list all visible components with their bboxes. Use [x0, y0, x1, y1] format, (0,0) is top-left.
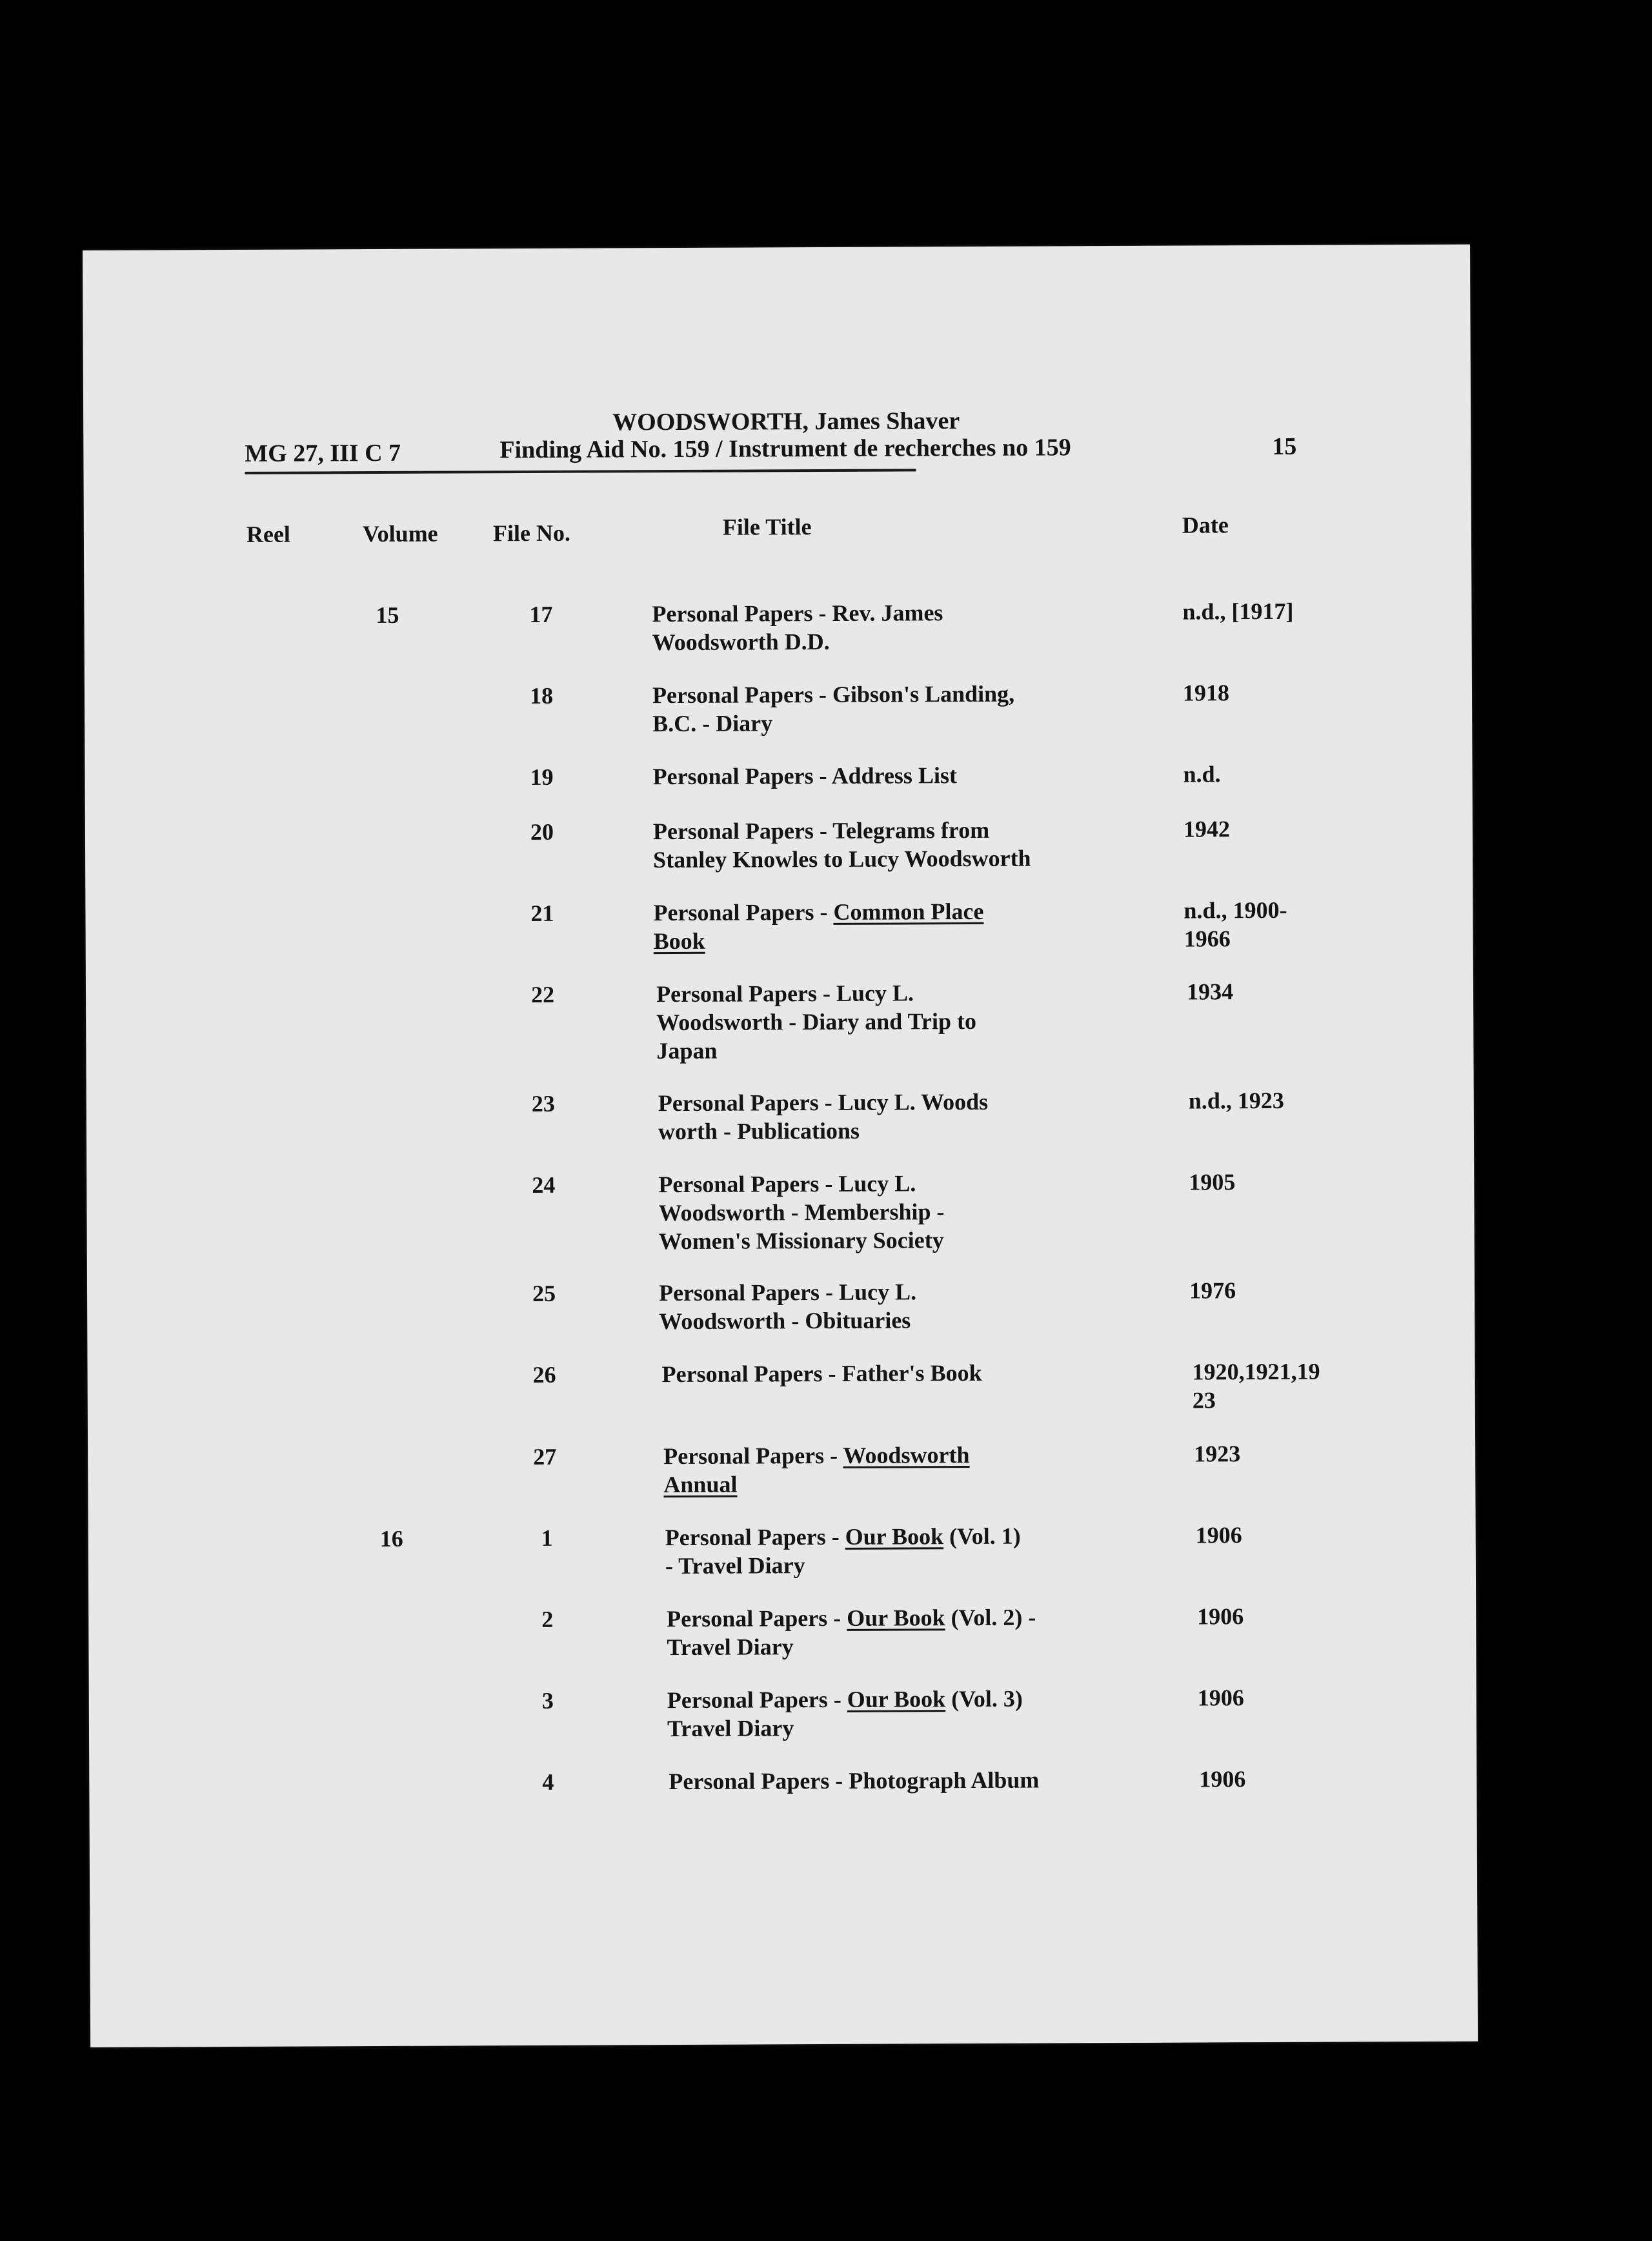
entry-title-text: Personal Papers -: [663, 1442, 843, 1470]
entry-title-text: Personal Papers - Lucy L. Woodsworth - Obituaries: [658, 1279, 917, 1335]
file-entry: [85, 759, 1472, 790]
finding-aid-title: Finding Aid No. 159 / Instrument de recherches no 159: [499, 434, 1071, 464]
entry-title-suffix: (Vol. 3) Travel Diary: [667, 1685, 1023, 1742]
column-header-date: Date: [1182, 512, 1229, 538]
file-entry: [85, 895, 1473, 955]
entry-title-text: Personal Papers - Address List: [652, 762, 957, 790]
file-entry: [85, 814, 1473, 873]
column-header-file-no: File No.: [492, 520, 570, 547]
entry-date: n.d., [1917]: [1182, 598, 1294, 625]
file-entry: [85, 678, 1472, 737]
entry-file-no: 26: [532, 1361, 556, 1388]
entry-file-no: 1: [541, 1525, 553, 1551]
page-number: 15: [1272, 432, 1297, 460]
entry-title-text: Personal Papers - Lucy L. Woodsworth - Diary and Trip to Japan: [656, 980, 977, 1064]
entry-title-text: Personal Papers - Rev. James Woodsworth D.D.: [652, 600, 943, 656]
file-entry: [89, 1764, 1476, 1795]
file-entry: [88, 1439, 1475, 1498]
entry-file-title: [662, 1358, 1075, 1388]
entry-title-text: Personal Papers - Father's Book: [661, 1359, 982, 1388]
file-entry: [86, 1167, 1474, 1255]
entry-title-text: Personal Papers -: [665, 1523, 845, 1551]
entry-file-no: 21: [530, 900, 554, 926]
file-entry: [88, 1357, 1475, 1414]
entry-file-title: [653, 815, 1066, 874]
entry-file-no: 24: [532, 1171, 556, 1198]
entry-date: 1923: [1194, 1441, 1241, 1467]
column-header-volume: Volume: [362, 520, 438, 547]
entry-volume: 15: [376, 602, 399, 629]
column-header-file-title: File Title: [722, 514, 812, 540]
entry-date: 1906: [1197, 1685, 1244, 1711]
file-entry: [86, 977, 1473, 1064]
entry-date: 1905: [1189, 1169, 1236, 1195]
file-entry: [87, 1275, 1475, 1335]
entry-date: 1942: [1183, 816, 1231, 842]
entry-title-text: Personal Papers - Photograph Album: [669, 1767, 1040, 1795]
entry-title-suffix: (Vol. 2) - Travel Diary: [667, 1604, 1036, 1661]
file-entry: [86, 1086, 1474, 1145]
entry-file-no: 23: [531, 1090, 555, 1117]
entry-file-title: [658, 1168, 1072, 1255]
entry-date: 1906: [1195, 1522, 1242, 1548]
entry-title-text: Personal Papers - Lucy L. Woodsworth - Membership - Women's Missionary Society: [658, 1170, 945, 1255]
entry-title-text: Personal Papers - Telegrams from Stanley Knowles to Lucy Woodsworth: [652, 816, 1031, 873]
entry-title-text: Personal Papers -: [653, 898, 834, 926]
entry-file-no: 3: [541, 1687, 554, 1714]
entry-file-no: 2: [541, 1606, 554, 1632]
entry-file-no: 18: [529, 682, 554, 709]
file-entry: [84, 596, 1471, 656]
entry-date: n.d., 1923: [1188, 1087, 1284, 1114]
file-entry: [89, 1683, 1476, 1742]
entry-file-title: [652, 598, 1065, 656]
entry-file-title: [658, 1087, 1071, 1146]
entry-date: 1906: [1197, 1603, 1244, 1630]
entry-file-title: [667, 1684, 1080, 1743]
entry-file-title: [663, 1440, 1076, 1499]
entry-file-title: [667, 1603, 1080, 1661]
entry-title-underlined: Our Book: [845, 1523, 944, 1550]
entry-file-no: 20: [530, 818, 554, 845]
header-rule: [245, 469, 916, 474]
entry-volume: 16: [379, 1525, 403, 1552]
entry-file-title: [652, 760, 1065, 791]
entry-date: 1906: [1199, 1766, 1246, 1792]
column-header-reel: Reel: [246, 521, 290, 547]
entry-file-no: 4: [542, 1769, 554, 1795]
entry-title-underlined: Common Place Book: [653, 898, 984, 955]
entry-date: n.d.: [1183, 761, 1221, 787]
entry-title-text: Personal Papers - Lucy L. Woods worth - Publications: [658, 1088, 989, 1145]
entry-title-underlined: Our Book: [847, 1686, 946, 1712]
entry-file-no: 17: [529, 601, 553, 627]
entry-file-no: 27: [533, 1443, 557, 1470]
entry-title-underlined: Woodsworth Annual: [663, 1442, 970, 1498]
entry-date: 1918: [1182, 680, 1230, 706]
collection-reference: MG 27, III C 7: [245, 439, 401, 467]
entry-file-title: [659, 1277, 1072, 1335]
entry-title-suffix: (Vol. 1) - Travel Diary: [665, 1523, 1021, 1579]
entry-date: 1976: [1189, 1277, 1236, 1304]
entry-file-no: 22: [530, 981, 555, 1008]
entry-title-text: Personal Papers -: [667, 1686, 847, 1714]
entry-date: n.d., 1900- 1966: [1184, 897, 1287, 952]
entry-title-text: Personal Papers - Gibson's Landing, B.C. - Diary: [652, 680, 1015, 737]
entry-title-text: Personal Papers -: [667, 1605, 847, 1632]
entry-file-title: [653, 897, 1066, 955]
entry-title-underlined: Our Book: [847, 1605, 945, 1631]
entry-date: 1920,1921,19 23: [1192, 1358, 1320, 1414]
entry-file-no: 25: [532, 1280, 556, 1306]
entry-file-title: [652, 679, 1065, 738]
entry-file-no: 19: [530, 764, 554, 790]
entry-file-title: [656, 978, 1070, 1065]
file-entry: [88, 1520, 1476, 1579]
entry-file-title: [669, 1765, 1082, 1796]
file-entry: [88, 1601, 1476, 1661]
collection-name: WOODSWORTH, James Shaver: [612, 407, 960, 436]
entry-file-title: [665, 1521, 1078, 1580]
entry-date: 1934: [1186, 979, 1234, 1005]
document-page: [83, 245, 1478, 2047]
